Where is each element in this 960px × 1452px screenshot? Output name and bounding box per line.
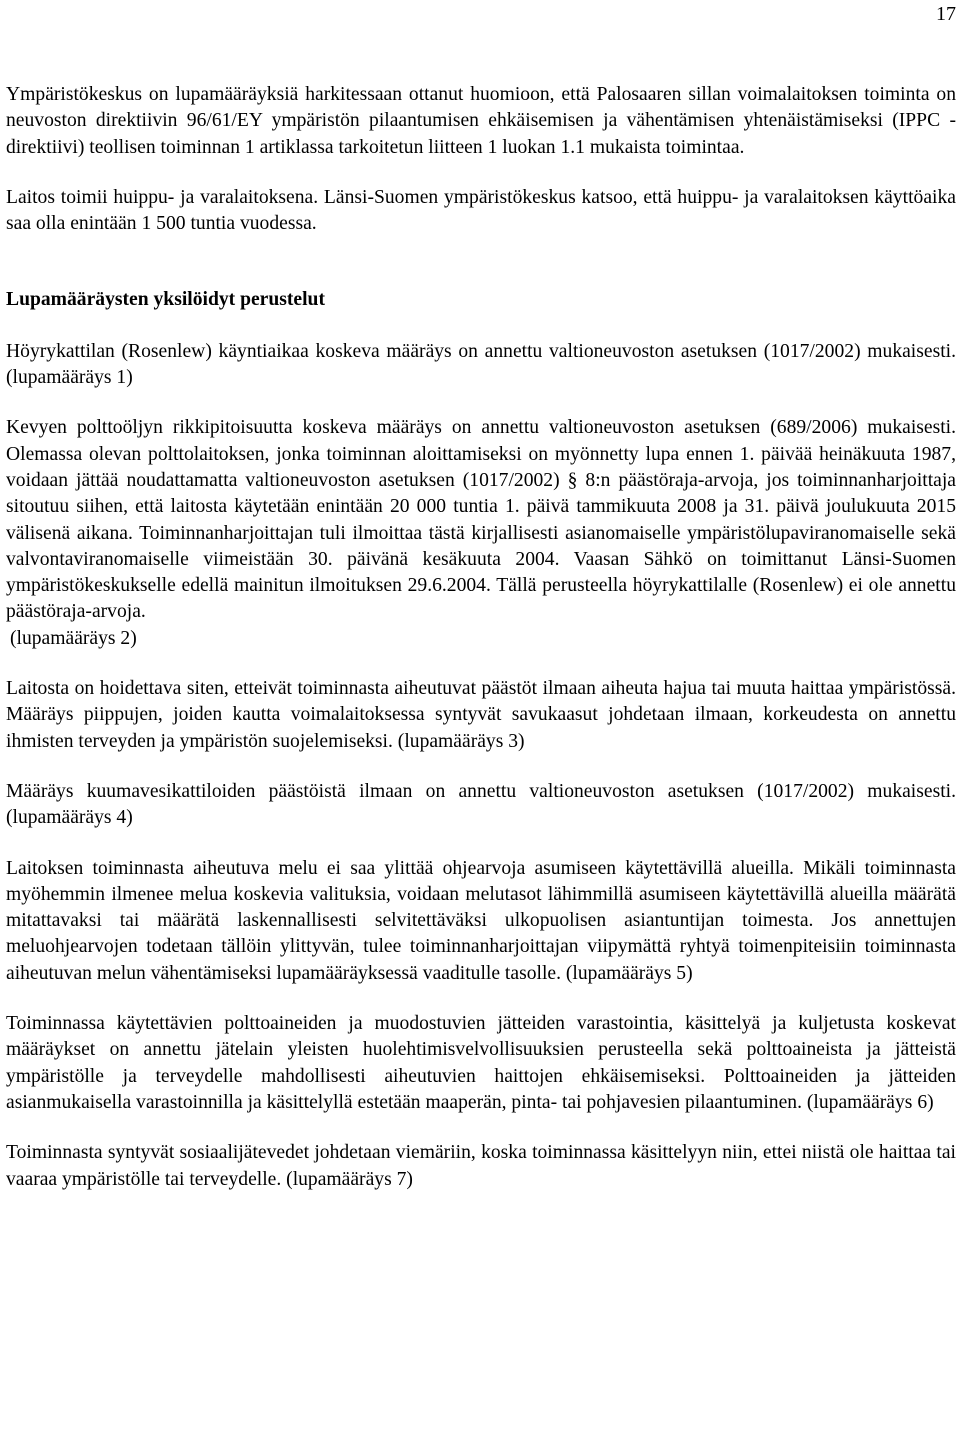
paragraph-regulation-1: Höyrykattilan (Rosenlew) käyntiaikaa koskeva määräys on annettu valtioneuvoston asetuksen (1017/2002) mukaisesti. (lupamääräys 1): [6, 340, 956, 389]
paragraph-ippc: Ympäristökeskus on lupamääräyksiä harkitessaan ottanut huomioon, että Palosaaren sillan voimalaitoksen toiminta on neuvoston direktiivin 96/61/EY ympäristön pilaantumisen ehkäisemisen ja vähentämisen yhtenäistämiseksi (IPPC -direktiivi) teollisen toiminnan 1 artiklassa tarkoitetun liitteen 1 luokan 1.1 mukaista toimintaa.: [6, 84, 956, 158]
paragraph-regulation-4: Määräys kuumavesikattiloiden päästöistä ilmaan on annettu valtioneuvoston asetuksen (1017/2002) mukaisesti. (lupamääräys 4): [6, 780, 956, 829]
paragraph-operating-time: Laitos toimii huippu- ja varalaitoksena. Länsi-Suomen ympäristökeskus katsoo, että huippu- ja varalaitoksen käyttöaika saa olla enintään 1 500 tuntia vuodessa.: [6, 186, 956, 235]
document-body: [6, 82, 956, 1193]
paragraph-regulation-2: Kevyen polttoöljyn rikkipitoisuutta koskeva määräys on annettu valtioneuvoston asetuksen (689/2006) mukaisesti. Olemassa olevan polttolaitoksen, jonka toiminnan aloittamiseksi on myönnetty lupa ennen 1. päivää heinäkuuta 1987, voidaan jättää noudattamatta valtioneuvoston asetuksen (1017/2002) § 8:n päästöraja-arvoja, jos toiminnanharjoittaja sitoutuu siihen, että laitosta käytetään enintään 20 000 tuntia 1. päivä tammikuuta 2008 ja 31. päivä joulukuuta 2015 välisenä aikana. Toiminnanharjoittajan tuli ilmoittaa tästä kirjallisesti asianomaiselle ympäristölupaviranomaiselle sekä valvontaviranomaiselle viimeistään 30. päivänä kesäkuuta 2004. Vaasan Sähkö on toimittanut Länsi-Suomen ympäristökeskukselle edellä mainitun ilmoituksen 29.6.2004. Tällä perusteella höyrykattilalle (Rosenlew) ei ole annettu päästöraja-arvoja.: [6, 417, 956, 623]
paragraph-regulation-2-reference: (lupamääräys 2): [10, 627, 137, 649]
paragraph-regulation-3: Laitosta on hoidettava siten, etteivät toiminnasta aiheutuvat päästöt ilmaan aiheuta hajua tai muuta haittaa ympäristössä. Määräys piippujen, joiden kautta voimalaitoksessa syntyvät savukaasut johdetaan ilmaan, korkeudesta on annettu ihmisten terveyden ja ympäristön suojelemiseksi. (lupamääräys 3): [6, 678, 956, 752]
page-number: 17: [936, 3, 956, 25]
paragraph-regulation-5: Laitoksen toiminnasta aiheutuva melu ei saa ylittää ohjearvoja asumiseen käytettävillä alueilla. Mikäli toiminnasta myöhemmin ilmenee melua koskevia valituksia, voidaan melutasot lähimmillä asumiseen käytettävillä alueilla määrätä mitattavaksi tai määrätä laskennallisesti selvitettäväksi ulkopuolisen asiantuntijan toimesta. Jos annettujen meluohjearvojen todetaan tällöin ylittyvän, tulee toiminnanharjoittajan viipymättä ryhtyä toimenpiteisiin toiminnasta aiheutuvan melun vähentämiseksi lupamääräyksessä vaaditulle tasolle. (lupamääräys 5): [6, 857, 956, 984]
paragraph-regulation-7: Toiminnasta syntyvät sosiaalijätevedet johdetaan viemäriin, koska toiminnassa käsittelyyn niin, ettei niistä ole haittaa tai vaaraa ympäristölle tai terveydelle. (lupamääräys 7): [6, 1142, 956, 1190]
paragraph-regulation-6: Toiminnassa käytettävien polttoaineiden ja muodostuvien jätteiden varastointia, käsittelyä ja kuljetusta koskevat määräykset on annettu jätelain yleisten huolehtimisvelvollisuuksien perusteella sekä polttoaineista ja jätteistä ympäristölle ja terveydelle mahdollisesti aiheutuvien haittojen ehkäisemiseksi. Polttoaineiden ja jätteiden asianmukaisella varastoinnilla ja käsittelyllä estetään maaperän, pinta- tai pohjavesien pilaantuminen. (lupamääräys 6): [6, 1013, 956, 1113]
section-heading: Lupamääräysten yksilöidyt perustelut: [6, 289, 325, 311]
